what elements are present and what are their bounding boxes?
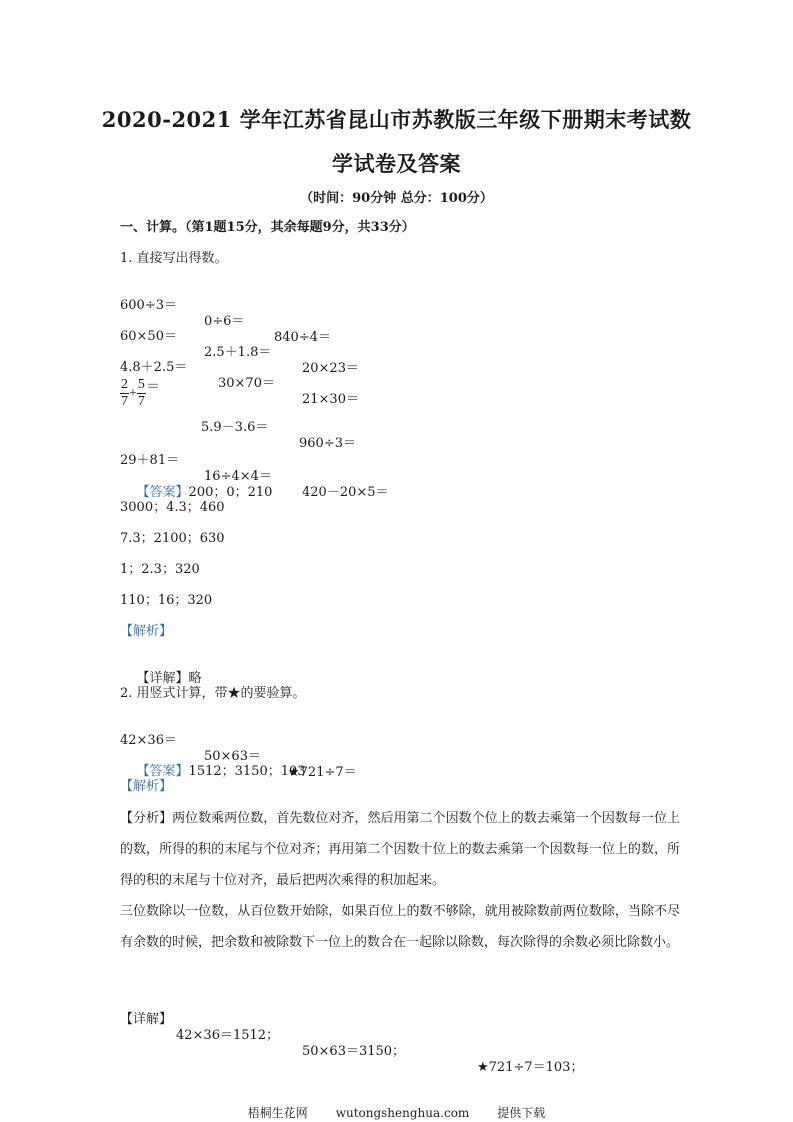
problem: 420－20×5＝ (302, 485, 389, 500)
footer-site-name: 梧桐生花网 (247, 1106, 308, 1120)
problem: 16÷4×4＝ (204, 469, 272, 484)
problem: 30×70＝ (218, 376, 275, 391)
detail-item: ★721÷7＝103； (477, 1060, 584, 1075)
footer-note: 提供下载 (497, 1106, 546, 1120)
problem: 960÷3＝ (299, 436, 356, 451)
q1-answer-line: 110；16；320 (120, 593, 213, 608)
detail-item: 50×63＝3150； (302, 1044, 406, 1059)
q1-answer: 【答案】200；0；210 (136, 485, 273, 500)
problem: 4.8＋2.5＝ (120, 360, 188, 375)
exam-info: （时间：90分钟 总分：100分） (300, 191, 493, 206)
problem: 840÷4＝ (274, 330, 331, 345)
answer-label: 【答案】 (136, 764, 189, 779)
fraction-problem: $\frac{2}{7}$ + $\frac{5}{7}$ ＝ (121, 377, 160, 410)
problem: 50×63＝ (204, 749, 261, 764)
q2-division-paragraph: 三位数除以一位数，从百位数开始除，如果百位上的数不够除，就用被除数前两位数除，当除不尽有余数的时候，把余数和被除数下一位上的数合在一起除以除数，每次除得的余数必须比除数小。 (120, 904, 680, 950)
q1-answer-line: 3000；4.3；460 (120, 500, 225, 515)
page-title-line1: 2020-2021 学年江苏省昆山市苏教版三年级下册期末考试数 (101, 107, 692, 132)
section-heading: 一、计算。（第1题15分，其余每题9分，共33分） (120, 220, 415, 235)
question-1-prompt: 1. 直接写出得数。 (120, 251, 228, 266)
q1-answer-line: 7.3；2100；630 (120, 531, 225, 546)
problem: 20×23＝ (302, 361, 359, 376)
problem: ★721÷7＝ (288, 765, 357, 780)
fraction-b: $\frac{5}{7}$ (137, 377, 145, 410)
problem: 60×50＝ (120, 329, 177, 344)
problem: 21×30＝ (302, 392, 359, 407)
fenxi-label: 【分析】 (120, 811, 173, 826)
q2-detail (120, 996, 584, 1092)
problem: 0÷6＝ (204, 314, 245, 329)
analysis-label: 【解析】 (120, 779, 173, 794)
q2-answer: 【答案】1512；3150；103 (136, 764, 306, 779)
fraction-a: $\frac{2}{7}$ (121, 377, 128, 410)
q1-detail: 【详解】略 (136, 671, 202, 686)
answer-label: 【答案】 (136, 485, 189, 500)
question-2-prompt: 2. 用竖式计算，带★的要验算。 (120, 686, 306, 701)
page-footer (0, 1104, 793, 1121)
analysis-label: 【解析】 (120, 624, 173, 639)
detail-label: 【详解】 (120, 1012, 173, 1027)
page-title-line2: 学试卷及答案 (332, 151, 461, 176)
problem: 2.5＋1.8＝ (204, 345, 272, 360)
detail-label: 【详解】 (136, 671, 189, 686)
problem: 600÷3＝ (120, 298, 177, 313)
q1-answer-line: 1；2.3；320 (120, 562, 200, 577)
problem: 5.9－3.6＝ (201, 420, 269, 435)
q2-analysis-paragraph: 【分析】两位数乘两位数，首先数位对齐，然后用第二个因数个位上的数去乘第一个因数每一位上的数，所得的积的末尾与个位对齐；再用第二个因数十位上的数去乘第一个因数每一位上的数，所得的积的末尾与十位对齐，最后把两次乘得的积加起来。 (120, 811, 680, 888)
detail-item: 42×36＝1512； (176, 1028, 280, 1043)
footer-url: wutongshenghua.com (335, 1106, 470, 1120)
problem: 42×36＝ (120, 733, 177, 748)
problem: 29＋81＝ (120, 453, 180, 468)
